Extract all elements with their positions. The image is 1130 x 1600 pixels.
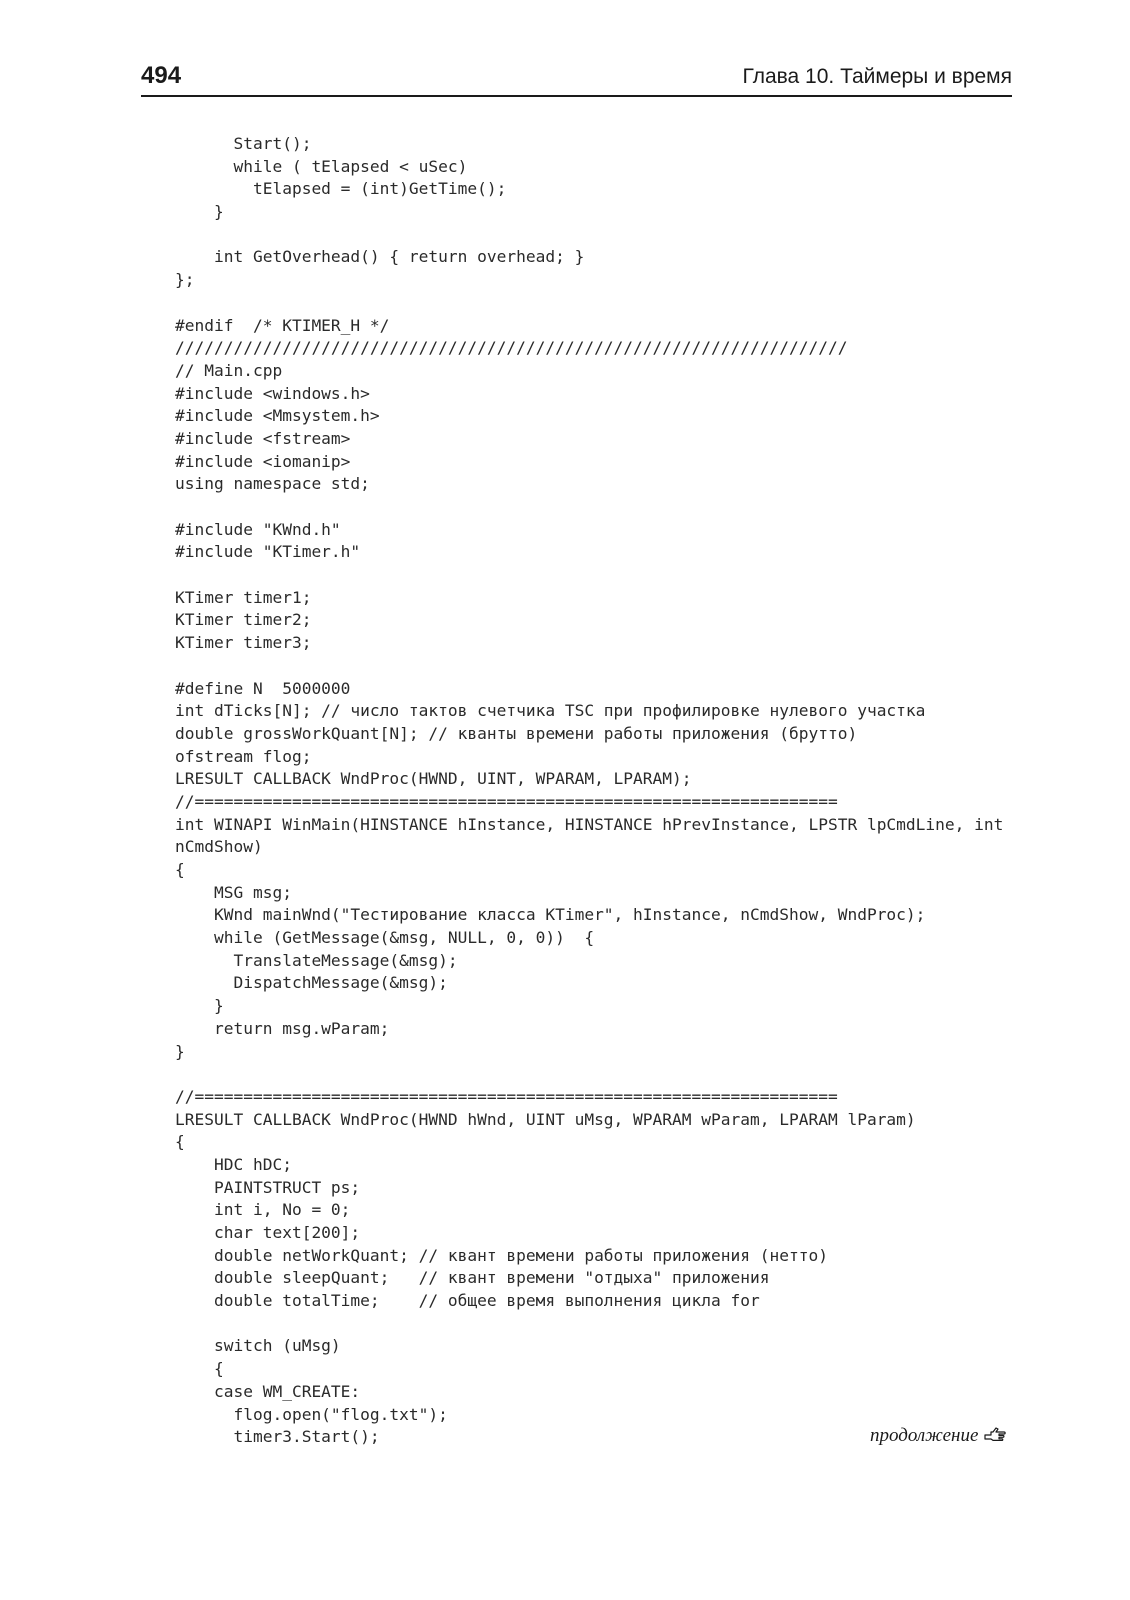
continued-label: продолжение xyxy=(870,1425,979,1446)
code-line: { xyxy=(175,1132,185,1152)
chapter-title: Глава 10. Таймеры и время xyxy=(742,65,1012,88)
code-line: #include <Mmsystem.h> xyxy=(175,406,380,426)
code-line: KTimer timer2; xyxy=(175,610,312,630)
code-line xyxy=(175,292,1003,315)
code-line xyxy=(175,655,1003,678)
code-line: return msg.wParam; xyxy=(175,1018,390,1038)
code-line: } xyxy=(175,1041,185,1061)
code-line: double sleepQuant; // квант времени "отдыха" приложения xyxy=(175,1268,770,1288)
code-line: int GetOverhead() { return overhead; } xyxy=(175,247,585,267)
code-line: KTimer timer3; xyxy=(175,633,312,653)
code-line: { xyxy=(175,1359,224,1379)
code-line: LRESULT CALLBACK WndProc(HWND, UINT, WPARAM, LPARAM); xyxy=(175,769,692,789)
code-line: KTimer timer1; xyxy=(175,587,312,607)
code-line: { xyxy=(175,860,185,879)
code-line: } xyxy=(175,996,224,1016)
code-line: ofstream flog; xyxy=(175,746,312,766)
code-line: DispatchMessage(&msg); xyxy=(175,973,448,993)
code-line: //================================================================== xyxy=(175,1086,838,1106)
code-line: int i, No = 0; xyxy=(175,1200,351,1220)
code-line: } xyxy=(175,202,224,222)
code-line: char text[200]; xyxy=(175,1223,361,1242)
code-line: double totalTime; // общее время выполнения цикла for xyxy=(175,1291,760,1311)
code-line xyxy=(175,224,1003,247)
code-line: case WM_CREATE: xyxy=(175,1381,361,1401)
code-line: tElapsed = (int)GetTime(); xyxy=(175,179,507,199)
code-line: using namespace std; xyxy=(175,474,370,494)
code-line: flog.open("flog.txt"); xyxy=(175,1404,448,1424)
code-line: LRESULT CALLBACK WndProc(HWND hWnd, UINT uMsg, WPARAM wParam, LPARAM lParam) xyxy=(175,1109,916,1129)
code-line: }; xyxy=(175,270,195,290)
code-line: // Main.cpp xyxy=(175,360,283,380)
continued-note xyxy=(870,1425,1006,1447)
code-line: nCmdShow) xyxy=(175,837,263,857)
code-line: TranslateMessage(&msg); xyxy=(175,950,458,970)
page-number: 494 xyxy=(141,62,182,89)
code-line: double netWorkQuant; // квант времени работы приложения (нетто) xyxy=(175,1245,828,1265)
code-line: int dTicks[N]; // число тактов счетчика TSC при профилировке нулевого участка xyxy=(175,701,926,721)
code-line: #include <windows.h> xyxy=(175,383,370,403)
code-line xyxy=(175,1313,1003,1336)
code-line: //================================================================== xyxy=(175,791,838,811)
code-line: #include "KTimer.h" xyxy=(175,542,361,562)
code-line xyxy=(175,564,1003,587)
code-line: #endif /* KTIMER_H */ xyxy=(175,315,390,335)
code-line: #define N 5000000 xyxy=(175,678,351,698)
code-line: switch (uMsg) xyxy=(175,1336,341,1356)
code-line: #include <iomanip> xyxy=(175,451,351,471)
code-line: KWnd mainWnd("Тестирование класса KTimer", hInstance, nCmdShow, WndProc); xyxy=(175,905,926,925)
pointing-hand-icon xyxy=(984,1426,1006,1442)
code-line: #include "KWnd.h" xyxy=(175,519,341,539)
page-header xyxy=(141,58,1012,97)
code-line: MSG msg; xyxy=(175,882,292,902)
code-line: while ( tElapsed < uSec) xyxy=(175,156,468,176)
code-line: timer3.Start(); xyxy=(175,1427,380,1447)
code-line: ///////////////////////////////////////////////////////////////////// xyxy=(175,338,848,358)
code-line: Start(); xyxy=(175,134,312,153)
code-line xyxy=(175,496,1003,519)
code-line: #include <fstream> xyxy=(175,428,351,448)
code-line: PAINTSTRUCT ps; xyxy=(175,1177,361,1197)
code-line: int WINAPI WinMain(HINSTANCE hInstance, HINSTANCE hPrevInstance, LPSTR lpCmdLine, int xyxy=(175,814,1004,834)
code-line: double grossWorkQuant[N]; // кванты времени работы приложения (брутто) xyxy=(175,723,858,743)
code-line: HDC hDC; xyxy=(175,1154,292,1174)
code-listing xyxy=(175,133,1003,1449)
code-line: while (GetMessage(&msg, NULL, 0, 0)) { xyxy=(175,928,595,948)
code-line xyxy=(175,1063,1003,1086)
